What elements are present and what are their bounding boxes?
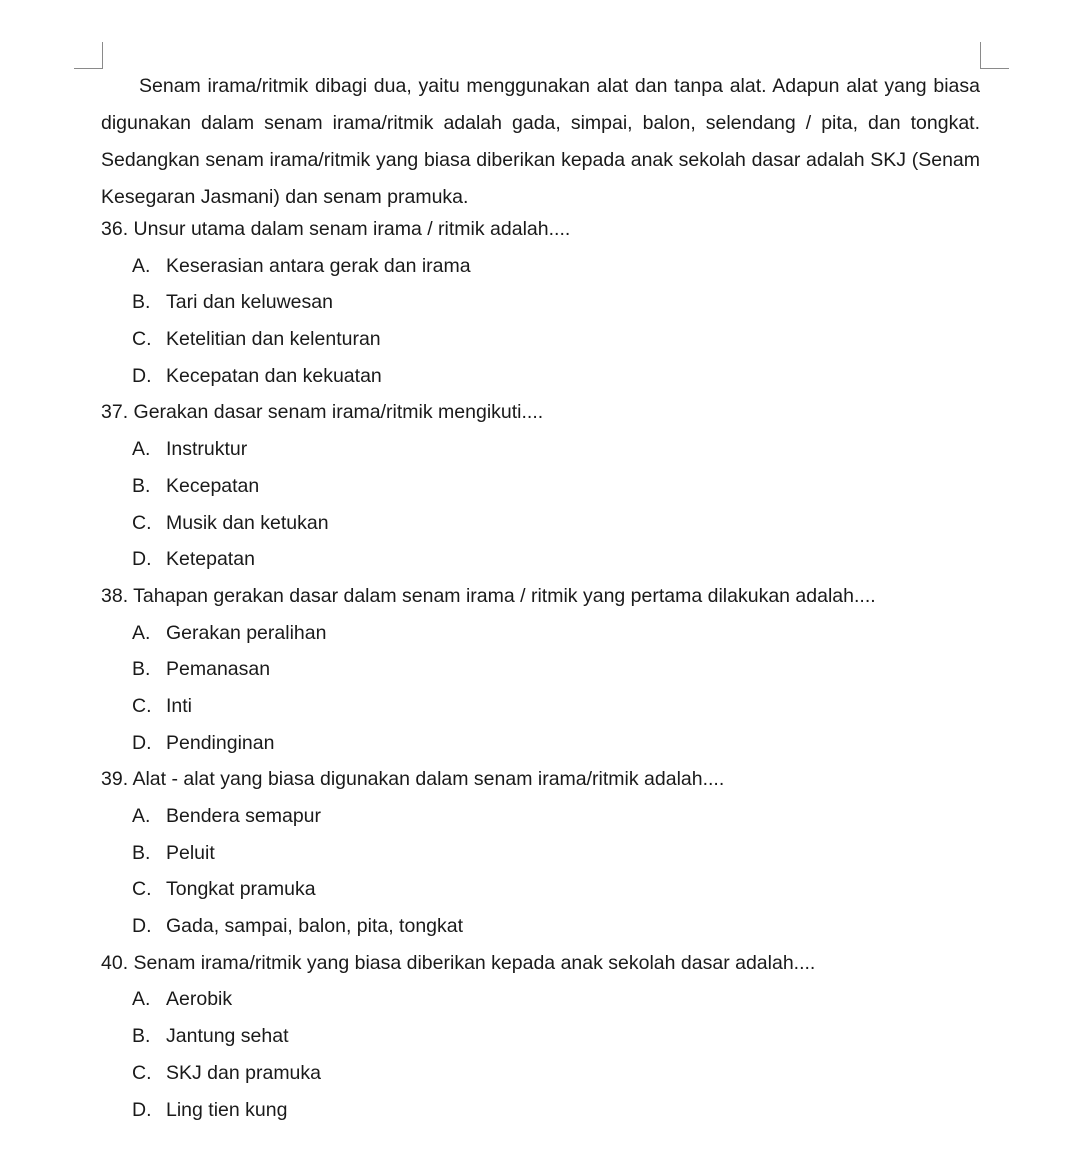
question-text: 38. Tahapan gerakan dasar dalam senam irama / ritmik yang pertama dilakukan adalah.... (101, 584, 876, 607)
option-text: Kecepatan (166, 474, 260, 497)
option-text: Gada, sampai, balon, pita, tongkat (166, 915, 464, 938)
option-a (101, 981, 1001, 1018)
option-letter: B. (132, 841, 151, 864)
option-b (101, 651, 1001, 688)
question-39 (101, 761, 1001, 944)
option-text: Gerakan peralihan (166, 621, 327, 644)
option-letter: C. (132, 511, 152, 534)
option-text: Pemanasan (166, 658, 271, 681)
option-text: Inti (166, 694, 193, 717)
option-b (101, 835, 1001, 872)
option-letter: C. (132, 694, 152, 717)
option-text: Bendera semapur (166, 805, 322, 827)
option-letter: B. (132, 291, 151, 314)
question-38 (101, 578, 1001, 761)
question-text: 36. Unsur utama dalam senam irama / ritmik adalah.... (101, 218, 571, 240)
question-text: 37. Gerakan dasar senam irama/ritmik mengikuti.... (101, 401, 544, 424)
option-letter: B. (132, 1025, 151, 1048)
option-text: Pendinginan (166, 731, 275, 754)
option-text: Ling tien kung (166, 1098, 288, 1121)
margin-crop-mark-right (980, 42, 1009, 69)
option-text: Ketelitian dan kelenturan (166, 328, 381, 351)
option-letter: A. (132, 988, 151, 1011)
option-d (101, 908, 1001, 945)
question-text: 40. Senam irama/ritmik yang biasa diberikan kepada anak sekolah dasar adalah.... (101, 951, 816, 974)
option-c (101, 321, 1001, 358)
option-a (101, 248, 1001, 285)
option-letter: C. (132, 878, 152, 901)
option-text: Tari dan keluwesan (166, 291, 333, 314)
option-text: Kecepatan dan kekuatan (166, 364, 382, 387)
option-letter: D. (132, 364, 152, 387)
option-letter: D. (132, 1098, 152, 1121)
option-letter: B. (132, 474, 151, 497)
option-letter: A. (132, 254, 151, 277)
question-list (101, 211, 1001, 1128)
option-c (101, 688, 1001, 725)
option-letter: A. (132, 438, 151, 461)
option-text: Peluit (166, 841, 215, 864)
option-letter: C. (132, 328, 152, 351)
option-b (101, 284, 1001, 321)
option-a (101, 431, 1001, 468)
option-text: Tongkat pramuka (166, 878, 316, 901)
option-d (101, 358, 1001, 395)
option-text: Instruktur (166, 438, 248, 461)
option-b (101, 468, 1001, 505)
option-a (101, 615, 1001, 652)
question-text: 39. Alat - alat yang biasa digunakan dalam senam irama/ritmik adalah.... (101, 768, 725, 791)
question-40 (101, 945, 1001, 1128)
option-c (101, 871, 1001, 908)
question-37 (101, 394, 1001, 577)
option-letter: D. (132, 915, 152, 938)
option-b (101, 1018, 1001, 1055)
option-d (101, 541, 1001, 578)
option-text: Musik dan ketukan (166, 511, 329, 534)
option-text: Ketepatan (166, 548, 255, 571)
option-c (101, 1055, 1001, 1092)
margin-crop-mark-left (74, 42, 103, 69)
question-36 (101, 211, 1001, 394)
option-a (101, 798, 1001, 835)
option-letter: C. (132, 1061, 152, 1084)
option-text: Aerobik (166, 988, 233, 1011)
option-text: SKJ dan pramuka (166, 1061, 322, 1084)
option-letter: A. (132, 805, 151, 827)
intro-paragraph: Senam irama/ritmik dibagi dua, yaitu menggunakan alat dan tanpa alat. Adapun alat yang biasa digunakan dalam senam irama/ritmik adalah gada, simpai, balon, selendang / pita, dan tongkat. Sedangkan senam irama/ritmik yang biasa diberikan kepada anak sekolah dasar adalah SKJ (Senam Kesegaran Jasmani) dan senam pramuka. (101, 75, 980, 208)
option-letter: D. (132, 731, 152, 754)
option-d (101, 725, 1001, 762)
option-text: Keserasian antara gerak dan irama (166, 254, 471, 277)
option-letter: B. (132, 658, 151, 681)
option-text: Jantung sehat (166, 1025, 289, 1048)
option-letter: A. (132, 621, 151, 644)
option-d (101, 1092, 1001, 1129)
option-letter: D. (132, 548, 152, 571)
option-c (101, 505, 1001, 542)
